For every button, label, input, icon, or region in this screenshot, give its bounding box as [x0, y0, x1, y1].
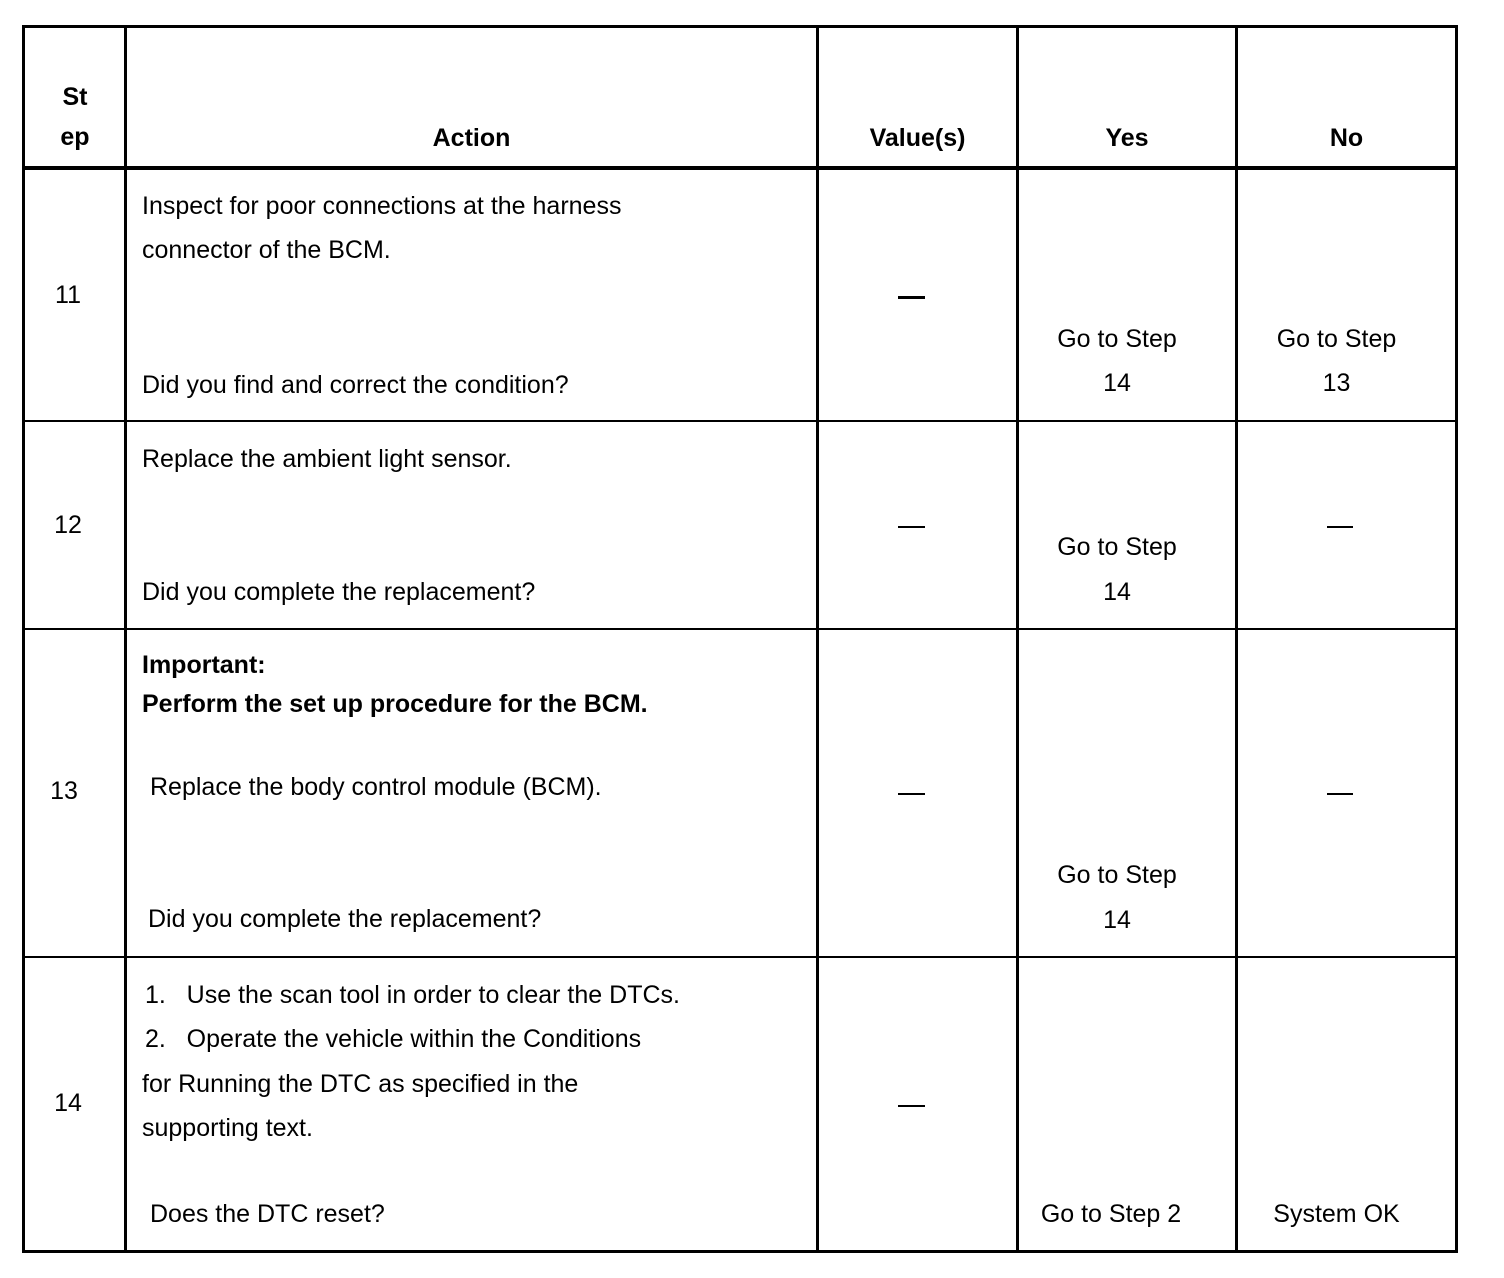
no-dash-12 [1327, 526, 1353, 528]
table-border-top [22, 25, 1458, 28]
column-divider-action [816, 25, 819, 1253]
header-step [25, 77, 125, 157]
action-text-13: Replace the body control module (BCM). [150, 773, 602, 801]
diagnostic-table [22, 25, 1458, 1253]
table-border-bottom [22, 1250, 1458, 1253]
yes-goto-12-line1: Go to Step [1057, 533, 1177, 561]
table-border-left [22, 25, 25, 1253]
header-divider [22, 166, 1458, 170]
yes-goto-14: Go to Step 2 [1040, 1200, 1182, 1228]
column-divider-yes [1235, 25, 1238, 1253]
yes-goto-13-line1: Go to Step [1057, 861, 1177, 889]
column-divider-value [1016, 25, 1019, 1253]
action-step-14-2-cont2: supporting text. [142, 1114, 313, 1142]
step-number-11: 11 [55, 281, 81, 309]
value-dash-14 [898, 1105, 925, 1107]
row-divider-11 [22, 420, 1458, 422]
value-dash-13 [898, 793, 925, 795]
row-divider-12 [22, 628, 1458, 630]
header-action: Action [432, 124, 511, 152]
header-values: Value(s) [869, 124, 966, 152]
step-number-14: 14 [54, 1089, 82, 1117]
action-text-11-line1: Inspect for poor connections at the harness [142, 192, 622, 220]
no-result-14: System OK [1273, 1200, 1400, 1228]
action-step-14-2-cont1: for Running the DTC as specified in the [142, 1070, 579, 1098]
action-step-14-1: 1. Use the scan tool in order to clear the DTCs. [145, 981, 680, 1009]
step-number-13: 13 [50, 777, 78, 805]
important-text-13: Perform the set up procedure for the BCM. [142, 690, 648, 718]
header-step-line2: ep [60, 123, 90, 151]
action-step-14-2: 2. Operate the vehicle within the Conditions [145, 1025, 642, 1053]
action-question-12: Did you complete the replacement? [142, 578, 536, 606]
action-question-14: Does the DTC reset? [150, 1200, 385, 1228]
header-step-line1: St [62, 83, 88, 111]
value-dash-11 [898, 296, 925, 299]
yes-goto-12-line2: 14 [1103, 578, 1131, 606]
no-goto-11-line1: Go to Step [1276, 325, 1397, 353]
action-text-11-line2: connector of the BCM. [142, 236, 391, 264]
header-yes: Yes [1105, 124, 1149, 152]
no-dash-13 [1327, 793, 1353, 795]
action-question-11: Did you find and correct the condition? [142, 371, 569, 399]
row-divider-13 [22, 956, 1458, 958]
action-question-13: Did you complete the replacement? [148, 905, 542, 933]
column-divider-step [124, 25, 127, 1253]
table-border-right [1455, 25, 1458, 1253]
value-dash-12 [898, 526, 925, 528]
no-goto-11-line2: 13 [1322, 369, 1351, 397]
important-title-13: Important: [142, 651, 266, 679]
yes-goto-11-line2: 14 [1103, 369, 1131, 397]
step-number-12: 12 [54, 511, 82, 539]
action-text-12-line1: Replace the ambient light sensor. [142, 445, 512, 473]
yes-goto-11-line1: Go to Step [1057, 325, 1177, 353]
yes-goto-13-line2: 14 [1103, 906, 1131, 934]
header-no: No [1329, 124, 1364, 152]
